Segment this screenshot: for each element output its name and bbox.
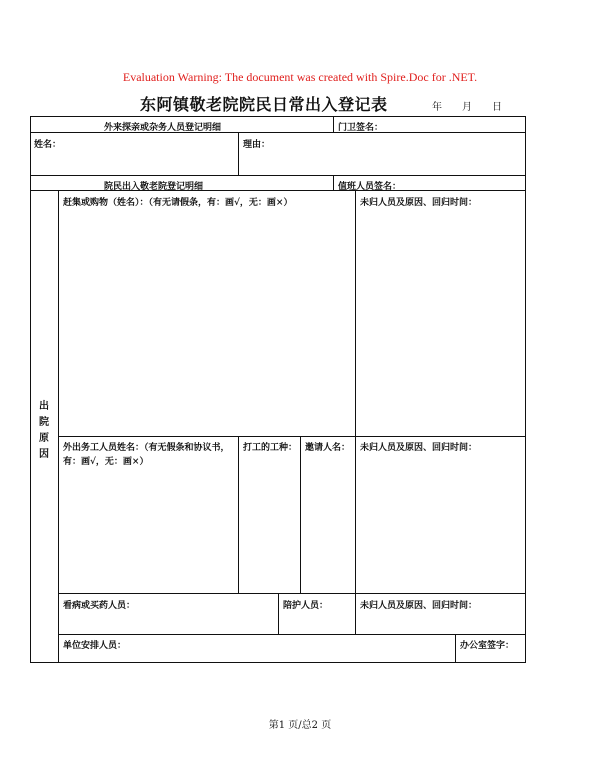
outwork-name-label: 外出务工人员姓名：（有无假条和协议书， xyxy=(63,443,230,453)
form-title: 东阿镇敬老院院民日常出入登记表 xyxy=(140,95,388,114)
duty-signature-label: 值班人员签名： xyxy=(338,182,402,192)
unit-arrangement-label: 单位安排人员： xyxy=(63,641,127,651)
not-returned-label-2: 未归人员及原因、回归时间： xyxy=(360,443,478,453)
resident-section-header: 院民出入敬老院登记明细 xyxy=(104,182,204,192)
market-shopping-label: 赶集或购物（姓名）：（有无请假条，有：画√，无：画×） xyxy=(63,198,293,208)
visitor-name-label: 姓名： xyxy=(34,140,62,150)
work-type-label: 打工的工种： xyxy=(243,443,298,453)
office-signature-label: 办公室签字： xyxy=(460,641,515,651)
sick-medicine-label: 看病或买药人员： xyxy=(63,601,136,611)
outwork-name-label-2: 有：画√，无：画×） xyxy=(63,457,149,467)
date-month-label: 月 xyxy=(462,102,472,113)
guard-signature-label: 门卫签名： xyxy=(338,123,384,133)
date-day-label: 日 xyxy=(492,102,502,113)
not-returned-label-1: 未归人员及原因、回归时间： xyxy=(360,198,478,208)
visitor-section-header: 外来探亲或杂务人员登记明细 xyxy=(104,123,222,133)
evaluation-warning: Evaluation Warning: The document was created with Spire.Doc for .NET. xyxy=(122,70,478,84)
date-year-label: 年 xyxy=(432,102,442,113)
not-returned-label-3: 未归人员及原因、回归时间： xyxy=(360,601,478,611)
page-footer: 第1 页/总2 页 xyxy=(268,720,332,731)
escort-label: 陪护人员： xyxy=(283,601,329,611)
leave-reason-side-label: 出 院 原 因 xyxy=(39,401,49,460)
visitor-reason-label: 理由： xyxy=(243,140,271,150)
inviter-label: 邀请人名： xyxy=(305,443,351,453)
